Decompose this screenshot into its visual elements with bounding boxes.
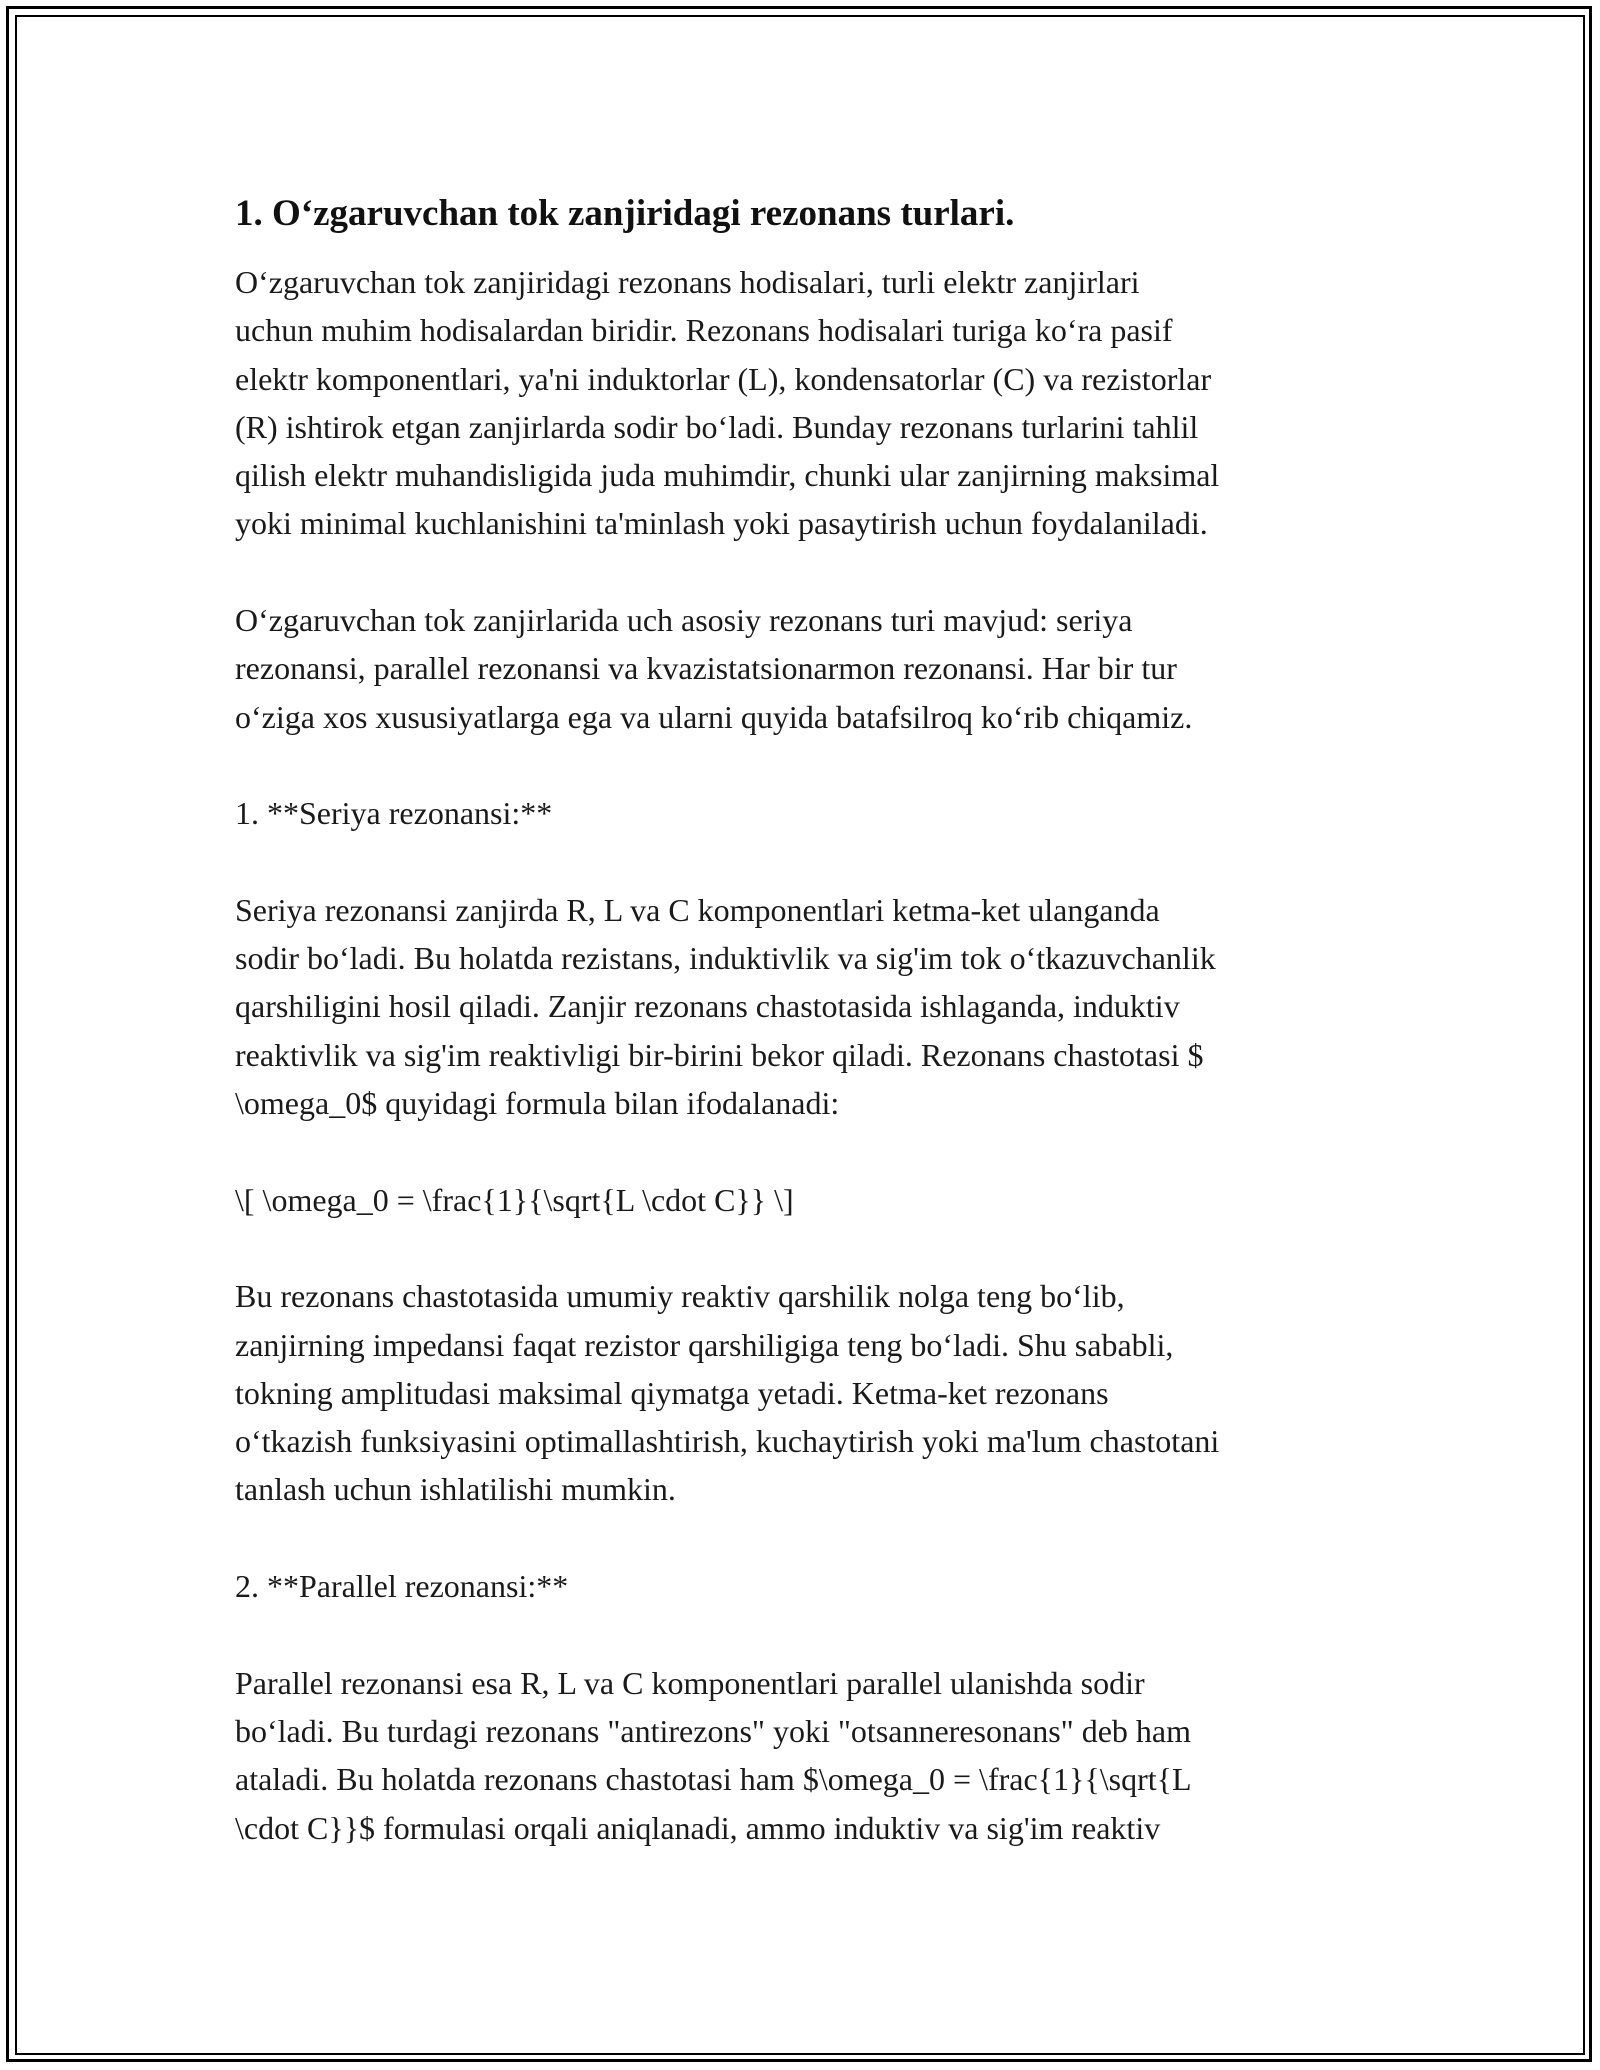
document-body	[235, 190, 1385, 1852]
paragraph-types-overview: O‘zgaruvchan tok zanjirlarida uch asosiy rezonans turi mavjud: seriya rezonansi, parallel rezonansi va kvazistatsionarmon rezonansi. Har bir tur o‘ziga xos xususiyatlarga ega va ularni quyida batafsilroq ko‘rib chiqamiz.	[235, 602, 1193, 735]
subheading-series-resonance: 1. **Seriya rezonansi:**	[235, 795, 553, 832]
paragraph-intro: O‘zgaruvchan tok zanjiridagi rezonans hodisalari, turli elektr zanjirlari uchun muhim hodisalardan biridir. Rezonans hodisalari turiga ko‘ra pasif elektr komponentlari, ya'ni induktorlar (L), kondensatorlar (C) va rezistorlar (R) ishtirok etgan zanjirlarda sodir bo‘ladi. Bunday rezonans turlarini tahlil qilish elektr muhandisligida juda muhimdir, chunki ular zanjirning maksimal yoki minimal kuchlanishini ta'minlash yoki pasaytirish uchun foydalaniladi.	[235, 264, 1220, 542]
formula-resonance-frequency: \[ \omega_0 = \frac{1}{\sqrt{L \cdot C}} \]	[235, 1181, 794, 1218]
paragraph-series-effects: Bu rezonans chastotasida umumiy reaktiv qarshilik nolga teng bo‘lib, zanjirning impedansi faqat rezistor qarshiligiga teng bo‘ladi. Shu sababli, tokning amplitudasi maksimal qiymatga yetadi. Ketma-ket rezonans o‘tkazish funksiyasini optimallashtirish, kuchaytirish yoki ma'lum chastotani tanlash uchun ishlatilishi mumkin.	[235, 1278, 1220, 1508]
section-heading: 1. O‘zgaruvchan tok zanjiridagi rezonans turlari.	[235, 193, 1015, 234]
subheading-parallel-resonance: 2. **Parallel rezonansi:**	[235, 1568, 569, 1605]
paragraph-parallel-description: Parallel rezonansi esa R, L va C komponentlari parallel ulanishda sodir bo‘ladi. Bu turdagi rezonans "antirezons" yoki "otsanneresonans" deb ham ataladi. Bu holatda rezonans chastotasi ham $\omega_0 = \frac{1}{\sqrt{L \cdot C}}$ formulasi orqali aniqlanadi, ammo induktiv va sig'im reaktiv	[235, 1664, 1192, 1846]
paragraph-series-description: Seriya rezonansi zanjirda R, L va C komponentlari ketma-ket ulanganda sodir bo‘ladi. Bu holatda rezistans, induktivlik va sig'im tok o‘tkazuvchanlik qarshiligini hosil qiladi. Zanjir rezonans chastotasida ishlaganda, induktiv reaktivlik va sig'im reaktivligi bir-birini bekor qiladi. Rezonans chastotasi $ \omega_0$ quyidagi formula bilan ifodalanadi:	[235, 891, 1216, 1122]
